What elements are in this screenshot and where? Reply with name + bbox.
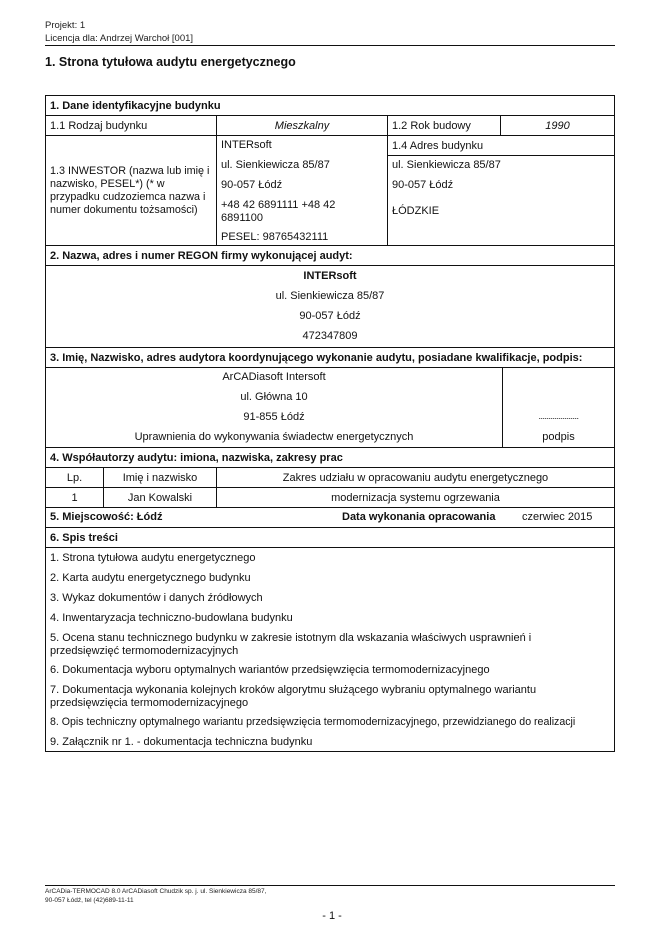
investor-label: 1.3 INWESTOR (nazwa lub imię i nazwisko, PESEL*) (* w przypadku cudzoziemca nazwa i numer dokumentu tożsamości) (45, 135, 217, 246)
company-name: INTERsoft (303, 270, 357, 282)
document-header (45, 19, 193, 45)
section2-heading: 2. Nazwa, adres i numer REGON firmy wykonującej audyt: (45, 245, 615, 266)
coauthor-scope: modernizacja systemu ogrzewania (216, 487, 615, 508)
auditor-details (45, 367, 503, 448)
year-value: 1990 (500, 115, 615, 136)
auditor-city: 91-855 Łódź (243, 411, 305, 423)
company-city: 90-057 Łódź (299, 310, 361, 322)
page-number: - 1 - (322, 910, 342, 922)
header-divider (45, 45, 615, 46)
audit-company (45, 265, 615, 348)
place-label: 5. Miejscowość: Łódź (50, 511, 163, 523)
signature-label: podpis (542, 431, 575, 443)
building-address (387, 155, 615, 246)
auditor-street: ul. Główna 10 (240, 391, 308, 403)
footer-line-2: 90-057 Łódź, tel (42)689-11-11 (45, 897, 134, 904)
address-street: ul. Sienkiewicza 85/87 (392, 159, 501, 171)
company-regon: 472347809 (302, 330, 358, 342)
coauthors-col-name: Imię i nazwisko (103, 467, 217, 488)
auditor-name: ArCADiasoft Intersoft (222, 371, 326, 383)
coauthors-col-lp: Lp. (45, 467, 104, 488)
toc-item: 8. Opis techniczny optymalnego wariantu przedsięwzięcia termomodernizacyjnego, przewidzianego do realizacji (50, 716, 576, 728)
building-type-value: Mieszkalny (216, 115, 388, 136)
address-city: 90-057 Łódź (392, 179, 454, 191)
company-street: ul. Sienkiewicza 85/87 (275, 290, 385, 302)
toc-item: 3. Wykaz dokumentów i danych źródłowych (50, 592, 263, 604)
coauthors-col-scope: Zakres udziału w opracowaniu audytu energetycznego (216, 467, 615, 488)
project-label: Projekt: 1 (45, 20, 86, 31)
section4-heading: 4. Współautorzy audytu: imiona, nazwiska, zakresy prac (45, 447, 615, 468)
investor-phone-1: +48 42 6891111 +48 42 (221, 199, 336, 211)
toc-item: 5. Ocena stanu technicznego budynku w zakresie istotnym dla wskazania właściwych usprawnień i przedsięwzięć termomodernizacyjnych (50, 632, 532, 657)
auditor-qualifications: Uprawnienia do wykonywania świadectw energetycznych (134, 431, 414, 443)
section6-heading: 6. Spis treści (45, 527, 615, 548)
footer-line-1: ArCADia-TERMOCAD 8.0 ArCADiasoft Chudzik sp. j. ul. Sienkiewicza 85/87, (45, 888, 267, 895)
investor-details (216, 135, 388, 246)
address-region: ŁÓDZKIE (392, 205, 440, 217)
address-label: 1.4 Adres budynku (387, 135, 615, 156)
investor-pesel: PESEL: 98765432111 (221, 231, 329, 243)
investor-street: ul. Sienkiewicza 85/87 (221, 159, 330, 171)
toc-item: 7. Dokumentacja wykonania kolejnych kroków algorytmu służącego wybraniu optymalnego wariantu przedsięwzięcia termomodernizacyjnego (50, 684, 537, 709)
signature-dots: .................... (538, 411, 579, 421)
table-of-contents (45, 547, 615, 752)
investor-city: 90-057 Łódź (221, 179, 283, 191)
page-title: 1. Strona tytułowa audytu energetycznego (45, 55, 296, 69)
toc-item: 9. Załącznik nr 1. - dokumentacja techniczna budynku (50, 736, 313, 748)
license-label: Licencja dla: Andrzej Warchoł [001] (45, 33, 194, 44)
footer-text (45, 887, 266, 905)
section1-heading: 1. Dane identyfikacyjne budynku (45, 95, 615, 116)
coauthor-lp: 1 (45, 487, 104, 508)
toc-item: 4. Inwentaryzacja techniczno-budowlana budynku (50, 612, 293, 624)
coauthor-name: Jan Kowalski (103, 487, 217, 508)
footer-divider (45, 885, 615, 886)
year-label: 1.2 Rok budowy (387, 115, 501, 136)
section5-row (45, 507, 615, 528)
date-label: Data wykonania opracowania (342, 511, 496, 523)
date-value: czerwiec 2015 (522, 511, 593, 523)
investor-phone-2: 6891100 (221, 212, 264, 224)
investor-name: INTERsoft (221, 139, 272, 151)
section3-heading: 3. Imię, Nazwisko, adres audytora koordynującego wykonanie audytu, posiadane kwalifikacje, podpis: (45, 347, 615, 368)
toc-item: 6. Dokumentacja wyboru optymalnych wariantów przedsięwzięcia termomodernizacyjnego (50, 664, 490, 676)
toc-item: 1. Strona tytułowa audytu energetycznego (50, 552, 256, 564)
toc-item: 2. Karta audytu energetycznego budynku (50, 572, 251, 584)
building-type-label: 1.1 Rodzaj budynku (45, 115, 217, 136)
signature-box (502, 367, 615, 448)
